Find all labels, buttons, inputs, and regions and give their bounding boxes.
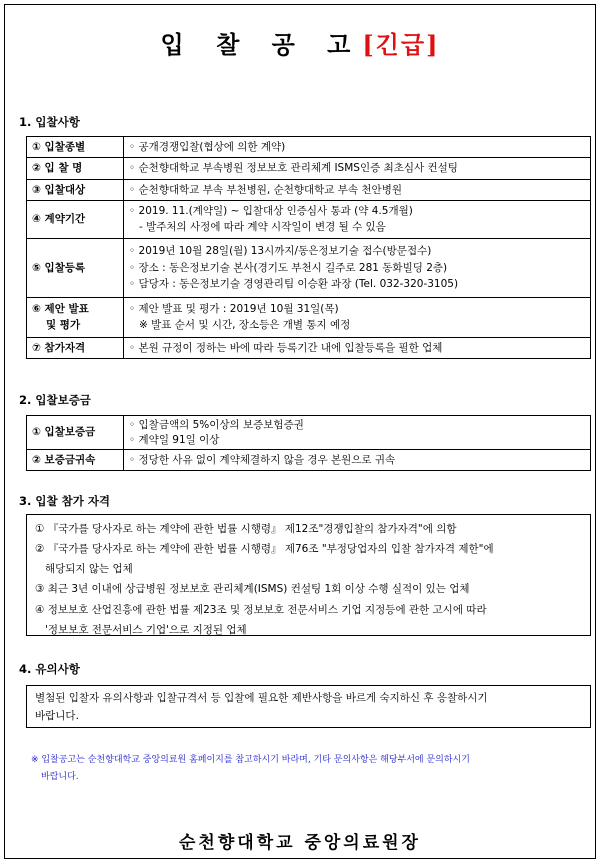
row-value: ◦ 2019. 11.(계약일) ~ 입찰대상 인증심사 통과 (약 4.5개월) - 발주처의 사정에 따라 계약 시작일이 변경 될 수 있음: [124, 200, 591, 238]
caution-box: [26, 685, 591, 728]
eligibility-item: ② 『국가를 당사자로 하는 계약에 관한 법률 시행령』 제76조 "부정당업자의 입찰 참가자격 제한"에: [35, 543, 494, 556]
page-title: [5, 25, 595, 60]
bid-details-table: [26, 136, 591, 359]
eligibility-box: [26, 514, 591, 636]
row-label: ④ 계약기간: [27, 200, 124, 238]
table-row: [27, 450, 591, 471]
table-row: [27, 238, 591, 297]
row-label: ① 입찰보증금: [27, 416, 124, 450]
table-row: [27, 158, 591, 179]
deposit-table: [26, 415, 591, 471]
eligibility-item-cont: '정보보호 전문서비스 기업'으로 지정된 업체: [45, 623, 247, 636]
issuer-signature: 순천향대학교 중앙의료원장: [179, 833, 421, 853]
row-label: ② 입 찰 명: [27, 158, 124, 179]
caution-text: 바랍니다.: [35, 709, 79, 722]
title-urgent-tag: [긴급]: [362, 30, 440, 59]
table-row: [27, 137, 591, 158]
section2-heading: 2. 입찰보증금: [19, 393, 91, 407]
row-label: ③ 입찰대상: [27, 179, 124, 200]
section3-heading: 3. 입찰 참가 자격: [19, 494, 111, 508]
section4-heading: 4. 유의사항: [19, 662, 80, 676]
row-value: ◦ 순천향대학교 부속병원 정보보호 관리체계 ISMS인증 최초심사 컨설팅: [124, 158, 591, 179]
title-main: 입 찰 공 고: [160, 30, 363, 59]
row-label: ⑥ 제안 발표 및 평가: [27, 297, 124, 337]
table-row: [27, 297, 591, 337]
row-value: ◦ 정당한 사유 없이 계약체결하지 않을 경우 본원으로 귀속: [124, 450, 591, 471]
row-value: ◦ 순천향대학교 부속 부천병원, 순천향대학교 부속 천안병원: [124, 179, 591, 200]
row-value: ◦ 2019년 10월 28일(월) 13시까지/동은정보기술 접수(방문접수) ◦ 장소 : 동은정보기술 본사(경기도 부천시 길주로 281 동화빌딩 2층) ◦ 담당자 : 동은정보기술 경영관리팀 이승환 과장 (Tel. 032-320-3105): [124, 238, 591, 297]
row-value: ◦ 공개경쟁입찰(협상에 의한 계약): [124, 137, 591, 158]
eligibility-item: ④ 정보보호 산업진흥에 관한 법률 제23조 및 정보보호 전문서비스 기업 지정등에 관한 고시에 따라: [35, 603, 487, 616]
row-label: ⑤ 입찰등록: [27, 238, 124, 297]
row-label: ⑦ 참가자격: [27, 337, 124, 358]
table-row: [27, 416, 591, 450]
eligibility-item-cont: 해당되지 않는 업체: [45, 563, 133, 576]
contact-note: ※ 입찰공고는 순천향대학교 중앙의료원 홈페이지를 참고하시기 바라며, 기타 문의사항은 해당부서에 문의하시기 바랍니다.: [31, 755, 470, 783]
table-row: [27, 179, 591, 200]
notice-page: [4, 4, 596, 859]
row-label: ① 입찰종별: [27, 137, 124, 158]
section1-heading: 1. 입찰사항: [19, 115, 80, 129]
eligibility-item: ① 『국가를 당사자로 하는 계약에 관한 법률 시행령』 제12조"경쟁입찰의 참가자격"에 의함: [35, 523, 457, 535]
caution-text: 별첨된 입찰자 유의사항과 입찰규격서 등 입찰에 필요한 제반사항을 바르게 숙지하신 후 응찰하시기: [35, 692, 488, 704]
row-value: ◦ 본원 규정이 정하는 바에 따라 등록기간 내에 입찰등록을 필한 업체: [124, 337, 591, 358]
row-label: ② 보증금귀속: [27, 450, 124, 471]
table-row: [27, 337, 591, 358]
eligibility-item: ③ 최근 3년 이내에 상급병원 정보보호 관리체계(ISMS) 컨설팅 1회 이상 수행 실적이 있는 업체: [35, 583, 470, 596]
table-row: [27, 200, 591, 238]
row-value: ◦ 입찰금액의 5%이상의 보증보험증권 ◦ 계약일 91일 이상: [124, 416, 591, 450]
row-value: ◦ 제안 발표 및 평가 : 2019년 10월 31일(목) ※ 발표 순서 및 시간, 장소등은 개별 통지 예정: [124, 297, 591, 337]
